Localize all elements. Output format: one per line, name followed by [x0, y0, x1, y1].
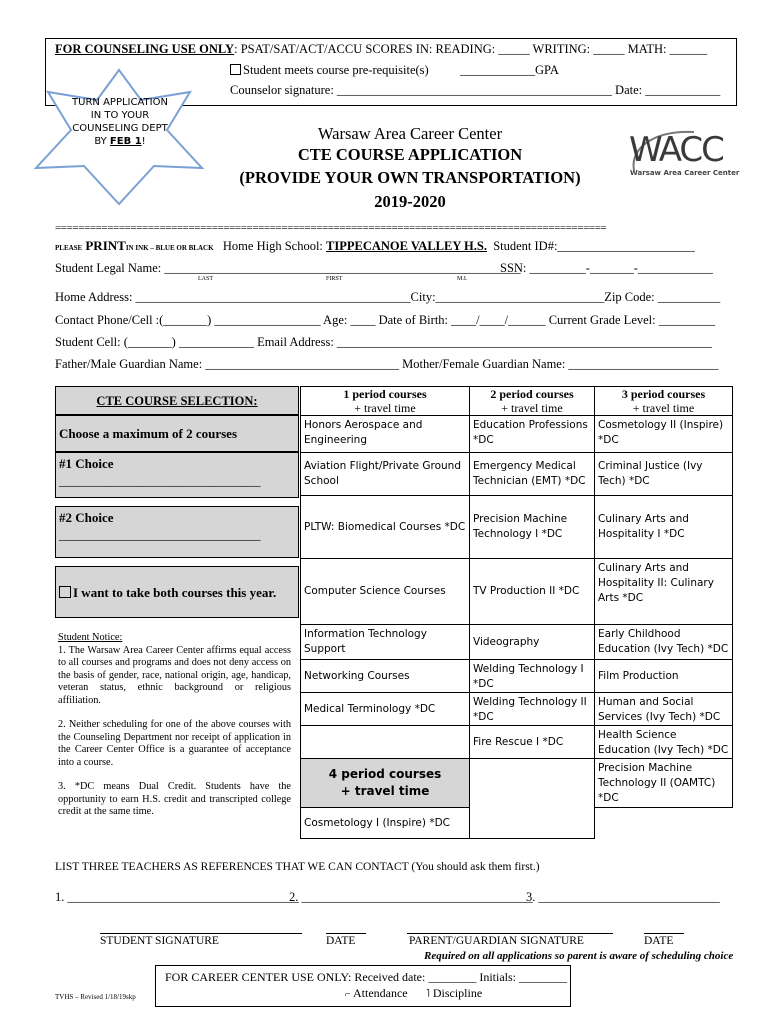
required-note: Required on all applications so parent is aware of scheduling choice — [424, 950, 734, 962]
reference-1-field[interactable]: 1. _____________________________________ — [55, 890, 299, 904]
four-period-header — [300, 758, 470, 808]
ink-label: IN INK – BLUE OR BLACK — [125, 244, 214, 252]
course-cell: Welding Technology I *DC — [469, 659, 595, 693]
page-subtitle: (PROVIDE YOUR OWN TRANSPORTATION) — [239, 168, 581, 187]
course-cell: Cosmetology II (Inspire) *DC — [594, 415, 733, 453]
ssn-field[interactable]: SSN: _________-_______-____________ — [500, 261, 713, 275]
col2-header-title: 2 period courses — [490, 387, 574, 401]
attendance-label: Attendance — [352, 986, 408, 1000]
choice1-cell[interactable] — [55, 452, 299, 498]
star-text — [64, 96, 176, 148]
course-cell: Aviation Flight/Private Ground School — [300, 452, 470, 496]
home-hs-value: TIPPECANOE VALLEY H.S. — [326, 239, 487, 253]
choice2-label: #2 Choice — [59, 510, 114, 525]
student-notice — [58, 632, 291, 819]
course-cell: TV Production II *DC — [469, 558, 595, 625]
office-use-line[interactable]: FOR CAREER CENTER USE ONLY: Received date: ________ Initials: ________ — [165, 970, 567, 984]
wacc-logo — [624, 126, 740, 184]
revision-note: TVHS – Revised 1/18/19skp — [55, 993, 136, 1001]
student-id-field[interactable]: Student ID#:______________________ — [493, 239, 695, 253]
course-cell: Medical Terminology *DC — [300, 692, 470, 726]
notice-p2: 2. Neither scheduling for one of the above courses with the Counseling Department nor receipt of application in the Career Center Office is a guarantee of acceptance into a course. — [58, 719, 291, 768]
page-title: CTE COURSE APPLICATION — [297, 145, 523, 164]
gpa-field[interactable]: ____________GPA — [460, 63, 559, 77]
course-cell: Networking Courses — [300, 659, 470, 693]
star-line-2: IN TO YOUR — [90, 110, 150, 121]
course-cell-empty — [300, 725, 470, 759]
four-period-sub: + travel time — [340, 784, 430, 798]
school-year: 2019-2020 — [374, 192, 446, 211]
max-courses-label: Choose a maximum of 2 courses — [55, 415, 299, 452]
col3-header-sub: + travel time — [632, 401, 695, 415]
course-cell: PLTW: Biomedical Courses *DC — [300, 495, 470, 559]
guardians-field[interactable]: Father/Male Guardian Name: _______________________________ Mother/Female Guardian Name: ________________________ — [55, 357, 719, 371]
four-period-title: 4 period courses — [328, 767, 442, 781]
col3-header-title: 3 period courses — [621, 387, 706, 401]
course-cell-empty — [469, 758, 595, 839]
prereq-line — [230, 63, 429, 78]
counseling-heading: FOR COUNSELING USE ONLY — [55, 42, 235, 56]
course-cell: Information Technology Support — [300, 624, 470, 660]
please-label: PLEASE — [55, 244, 83, 252]
legal-name-field[interactable]: Student Legal Name: _________________________________________________________ — [55, 261, 521, 275]
both-courses-cell[interactable] — [55, 566, 299, 618]
student-signature-label: STUDENT SIGNATURE — [100, 935, 219, 947]
star-date: FEB 1 — [109, 136, 142, 147]
attendance-check-icon: ⌐ — [345, 989, 351, 1000]
course-cell: Computer Science Courses — [300, 558, 470, 625]
student-signature-line[interactable] — [100, 933, 302, 934]
parent-signature-label: PARENT/GUARDIAN SIGNATURE — [409, 935, 584, 947]
mi-sublabel: M.I. — [457, 276, 468, 282]
course-cell: Education Professions *DC — [469, 415, 595, 453]
col1-header — [300, 386, 470, 416]
prereq-checkbox[interactable] — [230, 64, 241, 75]
course-cell: Honors Aerospace and Engineering — [300, 415, 470, 453]
course-cell: Fire Rescue I *DC — [469, 725, 595, 759]
col3-header — [594, 386, 733, 416]
star-exclaim: ! — [141, 136, 146, 147]
course-cell: Emergency Medical Technician (EMT) *DC — [469, 452, 595, 496]
reference-2-field[interactable]: 2. _____________________________________ — [289, 890, 533, 904]
choice2-field[interactable]: _______________________________ — [59, 527, 261, 542]
cell-field[interactable]: Student Cell: (_______) ____________ Email Address: ____________________________________________________________ — [55, 335, 712, 349]
course-cell: Criminal Justice (Ivy Tech) *DC — [594, 452, 733, 496]
course-cell: Film Production — [594, 659, 733, 693]
col2-header-sub: + travel time — [501, 401, 563, 415]
discipline-label: Discipline — [432, 986, 483, 1000]
date2-label: DATE — [644, 935, 674, 947]
selection-title: CTE COURSE SELECTION: — [96, 393, 258, 408]
first-sublabel: FIRST — [326, 276, 343, 282]
course-cell: Videography — [469, 624, 595, 660]
course-cell: Cosmetology I (Inspire) *DC — [300, 807, 470, 839]
course-cell: Precision Machine Technology II (OAMTC) *DC — [594, 758, 733, 808]
counseling-scores: : PSAT/SAT/ACT/ACCU SCORES IN: READING: _____ WRITING: _____ MATH: ______ — [234, 42, 708, 56]
col2-header — [469, 386, 595, 416]
star-by: BY — [94, 136, 110, 147]
print-line — [55, 238, 695, 254]
notice-p3: 3. *DC means Dual Credit. Students have the opportunity to earn H.S. credit and transcripted college credit at the same time. — [58, 781, 291, 817]
course-cell: Culinary Arts and Hospitality I *DC — [594, 495, 733, 559]
both-courses-label: I want to take both courses this year. — [73, 584, 277, 600]
prereq-label: Student meets course pre-requisite(s) — [243, 63, 429, 77]
logo-text: WACC — [629, 130, 723, 170]
course-cell: Precision Machine Technology I *DC — [469, 495, 595, 559]
course-cell: Culinary Arts and Hospitality II: Culinary Arts *DC — [594, 558, 733, 625]
address-field[interactable]: Home Address: ____________________________________________City:___________________________Zip Code: __________ — [55, 290, 721, 304]
course-cell: Early Childhood Education (Ivy Tech) *DC — [594, 624, 733, 660]
star-line-4 — [64, 135, 176, 148]
separator-line: =============================================================================================== — [55, 222, 607, 234]
col1-header-sub: + travel time — [354, 401, 416, 415]
counselor-signature-field[interactable]: Counselor signature: ____________________________________________ Date: ____________ — [230, 83, 721, 97]
col1-header-title: 1 period courses — [343, 387, 427, 401]
attendance-option[interactable] — [345, 986, 408, 1001]
course-cell: Health Science Education (Ivy Tech) *DC — [594, 725, 733, 759]
notice-title: Student Notice: — [58, 632, 123, 643]
selection-title-cell — [55, 386, 299, 415]
discipline-check-icon: ˥ — [426, 989, 430, 1000]
contact-field[interactable]: Contact Phone/Cell :(_______) _________________ Age: ____ Date of Birth: ____/____/______ Current Grade Level: _________ — [55, 313, 715, 327]
course-cell: Welding Technology II *DC — [469, 692, 595, 726]
home-hs-label: Home High School: — [222, 239, 323, 253]
parent-signature-line[interactable] — [407, 933, 613, 934]
org-name: Warsaw Area Career Center — [317, 124, 503, 143]
last-sublabel: LAST — [198, 276, 213, 282]
print-label: PRINT — [85, 238, 126, 253]
star-line-1: TURN APPLICATION — [72, 97, 168, 108]
choice1-field[interactable]: _______________________________ — [59, 473, 261, 488]
counseling-scores-line — [55, 42, 707, 57]
date2-line[interactable] — [644, 933, 684, 934]
discipline-option[interactable] — [426, 986, 482, 1001]
references-title: LIST THREE TEACHERS AS REFERENCES THAT WE CAN CONTACT (You should ask them first.) — [55, 861, 540, 873]
both-courses-checkbox[interactable] — [59, 586, 71, 598]
choice2-cell[interactable] — [55, 506, 299, 558]
choice1-label: #1 Choice — [59, 456, 114, 471]
star-line-3: COUNSELING DEPT — [72, 123, 168, 134]
notice-p1: 1. The Warsaw Area Career Center affirms equal access to all courses and programs and does not deny access on the basis of gender, race, national origin, age, handicap, veteran status, ethnic background or religious affiliation. — [58, 644, 291, 706]
date1-line[interactable] — [326, 933, 366, 934]
logo-subtext: Warsaw Area Career Center — [630, 169, 740, 177]
course-cell: Human and Social Services (Ivy Tech) *DC — [594, 692, 733, 726]
date1-label: DATE — [326, 935, 356, 947]
reference-3-field[interactable]: 3. _____________________________ — [526, 890, 720, 904]
